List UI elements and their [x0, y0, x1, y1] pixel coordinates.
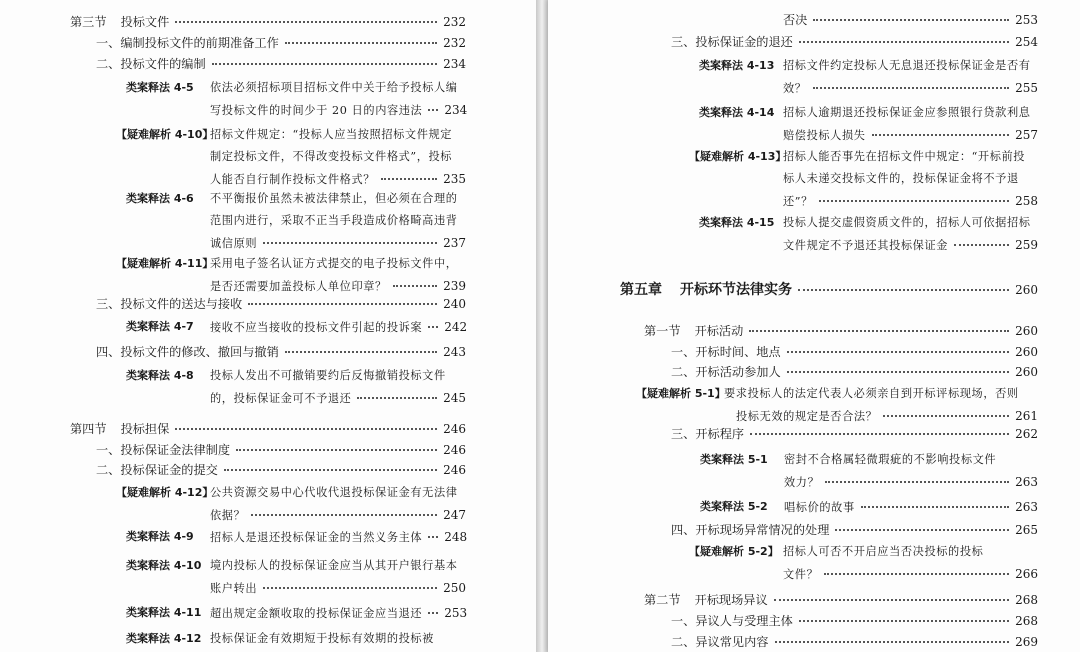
- toc-case-entry[interactable]: [126, 188, 466, 254]
- entry-line: 接收不应当接收的投标文件引起的投诉案: [210, 321, 423, 334]
- section-title: 开标现场异议: [694, 593, 768, 607]
- entry-line: 投标保证金有效期短于投标有效期的投标被: [210, 632, 434, 645]
- page-number: 246: [443, 463, 466, 477]
- dot-leader: [175, 428, 437, 430]
- dot-leader: [787, 351, 1009, 353]
- entry-line: 境内投标人的投标保证金应当从其开户银行基本: [210, 559, 458, 572]
- question-tag: 【疑难解析 4-13】: [689, 150, 787, 163]
- page-number: 246: [443, 443, 466, 457]
- page-number: 257: [1015, 128, 1038, 142]
- entry-line: 依法必须招标项目招标文件中关于给予投标人编: [210, 81, 458, 94]
- dot-leader: [824, 573, 1009, 575]
- page-number: 234: [444, 103, 468, 117]
- case-tag: 类案释法 4-9: [126, 530, 194, 543]
- toc-question-entry[interactable]: [636, 383, 1038, 427]
- dot-leader: [263, 242, 437, 244]
- toc-item-title: 三、投标保证金的退还: [671, 35, 793, 49]
- book-gutter: [536, 0, 548, 652]
- toc-item-title: 一、投标保证金法律制度: [96, 443, 231, 457]
- dot-leader: [248, 303, 437, 305]
- toc-question-entry[interactable]: [116, 482, 466, 526]
- toc-item[interactable]: [96, 442, 466, 458]
- entry-line: 否决: [783, 13, 808, 27]
- dot-leader: [428, 536, 438, 538]
- dot-leader: [263, 587, 437, 589]
- case-tag: 类案释法 4-6: [126, 192, 194, 205]
- dot-leader: [285, 351, 437, 353]
- case-tag: 类案释法 4-5: [126, 81, 194, 94]
- toc-case-entry[interactable]: [126, 316, 466, 338]
- page-number: 247: [443, 508, 466, 522]
- toc-case-entry[interactable]: [126, 526, 466, 548]
- toc-section-1[interactable]: [644, 323, 1038, 339]
- toc-item[interactable]: [96, 56, 466, 72]
- page-number: 258: [1015, 194, 1038, 208]
- page-number: 234: [443, 57, 466, 71]
- dot-leader: [175, 21, 437, 23]
- entry-line: 公共资源交易中心代收代退投标保证金有无法律: [210, 486, 458, 499]
- entry-line: 标人未递交投标文件的，投标保证金将不予退: [783, 172, 1019, 185]
- section-number: 第四节: [70, 422, 107, 436]
- entry-line: 招标人是退还投标保证金的当然义务主体: [210, 531, 423, 544]
- question-tag: 【疑难解析 5-1】: [636, 387, 726, 400]
- section-number: 第三节: [70, 15, 107, 29]
- entry-line: 采用电子签名认证方式提交的电子投标文件中，: [210, 257, 458, 270]
- dot-leader: [749, 330, 1009, 332]
- page-number: 269: [1015, 635, 1038, 649]
- toc-question-entry[interactable]: [689, 541, 1038, 585]
- toc-continued-line[interactable]: [783, 12, 1038, 28]
- toc-item[interactable]: [671, 34, 1038, 50]
- case-tag: 类案释法 4-12: [126, 632, 202, 645]
- toc-item-title: 一、异议人与受理主体: [671, 614, 793, 628]
- dot-leader: [798, 289, 1009, 291]
- case-tag: 类案释法 4-11: [126, 606, 202, 619]
- page-number: 245: [443, 391, 466, 405]
- case-tag: 类案释法 4-13: [699, 59, 775, 72]
- entry-line: 效力？: [784, 476, 820, 489]
- dot-leader: [813, 19, 1009, 21]
- question-tag: 【疑难解析 4-10】: [116, 128, 214, 141]
- dot-leader: [872, 134, 1010, 136]
- page-number: 259: [1015, 238, 1038, 252]
- section-title: 投标文件: [120, 15, 170, 29]
- toc-item[interactable]: [671, 364, 1038, 380]
- dot-leader: [285, 42, 437, 44]
- page-number: 243: [443, 345, 466, 359]
- toc-case-entry[interactable]: [699, 102, 1038, 146]
- entry-line: 人能否自行制作投标文件格式？: [210, 173, 376, 186]
- page-number: 262: [1015, 427, 1038, 441]
- toc-item-title: 三、开标程序: [671, 427, 745, 441]
- page-number: 235: [443, 172, 466, 186]
- question-tag: 【疑难解析 5-2】: [689, 545, 779, 558]
- dot-leader: [224, 469, 437, 471]
- entry-line: 投标人提交虚假资质文件的，招标人可依据招标: [783, 216, 1031, 229]
- toc-case-entry[interactable]: [699, 212, 1038, 256]
- toc-item-title: 四、开标现场异常情况的处理: [671, 523, 830, 537]
- dot-leader: [813, 87, 1010, 89]
- toc-item-title: 二、投标文件的编制: [96, 57, 206, 71]
- toc-item[interactable]: [96, 462, 466, 478]
- toc-item[interactable]: [671, 426, 1038, 442]
- dot-leader: [428, 326, 438, 328]
- page-number: 260: [1015, 345, 1038, 359]
- left-page: [0, 0, 536, 652]
- page-number: 255: [1015, 81, 1038, 95]
- dot-leader: [212, 63, 437, 65]
- toc-case-entry[interactable]: [700, 449, 1038, 493]
- dot-leader: [825, 481, 1009, 483]
- toc-case-entry[interactable]: [126, 628, 466, 650]
- case-tag: 类案释法 4-15: [699, 216, 775, 229]
- section-number: 第二节: [644, 593, 681, 607]
- section-number: 第一节: [644, 324, 681, 338]
- page-number: 268: [1015, 593, 1038, 607]
- case-tag: 类案释法 4-7: [126, 320, 194, 333]
- dot-leader: [861, 506, 1009, 508]
- question-tag: 【疑难解析 4-12】: [116, 486, 214, 499]
- entry-line: 文件规定不予退还其投标保证金: [783, 239, 949, 252]
- page-number: 260: [1015, 283, 1038, 297]
- dot-leader: [428, 109, 438, 111]
- chapter-number: 第五章: [620, 282, 662, 298]
- toc-item-title: 二、开标活动参加人: [671, 365, 781, 379]
- toc-item-title: 二、投标保证金的提交: [96, 463, 218, 477]
- right-page: [548, 0, 1080, 652]
- entry-line: 范围内进行，采取不正当手段造成价格畸高违背: [210, 214, 458, 227]
- entry-line: 诚信原则: [210, 237, 258, 250]
- page-number: 265: [1015, 523, 1038, 537]
- entry-line: 赔偿投标人损失: [783, 129, 866, 142]
- dot-leader: [883, 415, 1009, 417]
- entry-line: 投标人发出不可撤销要约后反悔撤销投标文件: [210, 369, 446, 382]
- page-number: 260: [1015, 365, 1038, 379]
- page-number: 248: [444, 530, 468, 544]
- dot-leader: [774, 599, 1009, 601]
- toc-item[interactable]: [96, 296, 466, 312]
- dot-leader: [835, 529, 1009, 531]
- dot-leader: [787, 371, 1009, 373]
- entry-line: 依据？: [210, 509, 246, 522]
- entry-line: 招标人逾期退还投标保证金应参照银行贷款利息: [783, 106, 1031, 119]
- entry-line: 是否还需要加盖投标人单位印章？: [210, 280, 387, 293]
- toc-case-entry[interactable]: [126, 602, 466, 624]
- toc-item[interactable]: [671, 522, 1038, 538]
- entry-line: 招标人可否不开启应当否决投标的投标: [783, 545, 984, 558]
- dot-leader: [357, 397, 437, 399]
- entry-line: 要求投标人的法定代表人必须亲自到开标评标现场，否则: [724, 387, 1019, 400]
- page-number: 261: [1015, 409, 1038, 423]
- toc-case-entry[interactable]: [126, 555, 466, 599]
- dot-leader: [775, 641, 1010, 643]
- toc-chapter-5[interactable]: [620, 282, 1038, 298]
- toc-section-4[interactable]: [70, 421, 466, 437]
- toc-item-title: 二、异议常见内容: [671, 635, 769, 649]
- entry-line: 投标无效的规定是否合法？: [736, 410, 878, 423]
- dot-leader: [393, 285, 437, 287]
- page-number: 246: [443, 422, 466, 436]
- entry-line: 账户转出: [210, 582, 258, 595]
- case-tag: 类案释法 4-8: [126, 369, 194, 382]
- entry-line: 文件？: [783, 568, 819, 581]
- toc-item[interactable]: [671, 344, 1038, 360]
- page-number: 232: [443, 15, 466, 29]
- toc-item[interactable]: [96, 344, 466, 360]
- dot-leader: [954, 244, 1009, 246]
- page-number: 266: [1015, 567, 1038, 581]
- toc-question-entry[interactable]: [116, 253, 466, 297]
- page-number: 232: [443, 36, 466, 50]
- dot-leader: [799, 41, 1009, 43]
- page-number: 253: [444, 606, 468, 620]
- toc-section-2[interactable]: [644, 592, 1038, 608]
- toc-case-entry[interactable]: [700, 496, 1038, 518]
- dot-leader: [799, 620, 1009, 622]
- dot-leader: [750, 433, 1009, 435]
- dot-leader: [236, 449, 437, 451]
- case-tag: 类案释法 5-2: [700, 500, 768, 513]
- page-number: 260: [1015, 324, 1038, 338]
- entry-line: 招标人能否事先在招标文件中规定：“开标前投: [783, 150, 1026, 163]
- page-number: 237: [443, 236, 466, 250]
- entry-line: 还”？: [783, 195, 813, 208]
- section-title: 投标担保: [120, 422, 170, 436]
- page-number: 268: [1015, 614, 1038, 628]
- case-tag: 类案释法 4-14: [699, 106, 775, 119]
- toc-question-entry[interactable]: [116, 124, 466, 190]
- section-title: 开标活动: [694, 324, 744, 338]
- entry-line: 招标文件规定：“投标人应当按照招标文件规定: [210, 128, 453, 141]
- case-tag: 类案释法 5-1: [700, 453, 768, 466]
- toc-question-entry[interactable]: [689, 146, 1038, 212]
- entry-line: 唱标价的故事: [784, 501, 855, 514]
- entry-line: 不平衡报价虽然未被法律禁止，但必须在合理的: [210, 192, 458, 205]
- entry-line: 超出规定金额收取的投标保证金应当退还: [210, 607, 423, 620]
- page-number: 263: [1015, 475, 1038, 489]
- toc-item[interactable]: [671, 634, 1038, 650]
- dot-leader: [428, 612, 438, 614]
- page-number: 239: [443, 279, 466, 293]
- toc-item[interactable]: [96, 35, 466, 51]
- page-number: 263: [1015, 500, 1038, 514]
- toc-item-title: 一、开标时间、地点: [671, 345, 781, 359]
- page-number: 242: [444, 320, 468, 334]
- page-number: 250: [443, 581, 466, 595]
- page-number: 240: [443, 297, 466, 311]
- dot-leader: [381, 178, 437, 180]
- toc-item[interactable]: [671, 613, 1038, 629]
- page-number: 253: [1015, 13, 1038, 27]
- toc-item-title: 三、投标文件的送达与接收: [96, 297, 243, 311]
- entry-line: 密封不合格属轻微瑕疵的不影响投标文件: [784, 453, 997, 466]
- page-number: 254: [1015, 35, 1038, 49]
- entry-line: 招标文件约定投标人无息退还投标保证金是否有: [783, 59, 1031, 72]
- toc-section-3[interactable]: [70, 14, 466, 30]
- toc-item-title: 四、投标文件的修改、撤回与撤销: [96, 345, 279, 359]
- toc-item-title: 一、编制投标文件的前期准备工作: [96, 36, 279, 50]
- dot-leader: [819, 200, 1009, 202]
- entry-line: 写投标文件的时间少于 20 日的内容违法: [210, 104, 423, 117]
- toc-case-entry[interactable]: [126, 77, 466, 121]
- entry-line: 效？: [783, 82, 807, 95]
- case-tag: 类案释法 4-10: [126, 559, 202, 572]
- entry-line: 的，投标保证金可不予退还: [210, 392, 352, 405]
- entry-line: 制定投标文件，不得改变投标文件格式”，投标: [210, 150, 453, 163]
- question-tag: 【疑难解析 4-11】: [116, 257, 214, 270]
- dot-leader: [251, 514, 437, 516]
- toc-case-entry[interactable]: [126, 365, 466, 409]
- chapter-title: 开标环节法律实务: [680, 282, 792, 298]
- toc-case-entry[interactable]: [699, 55, 1038, 99]
